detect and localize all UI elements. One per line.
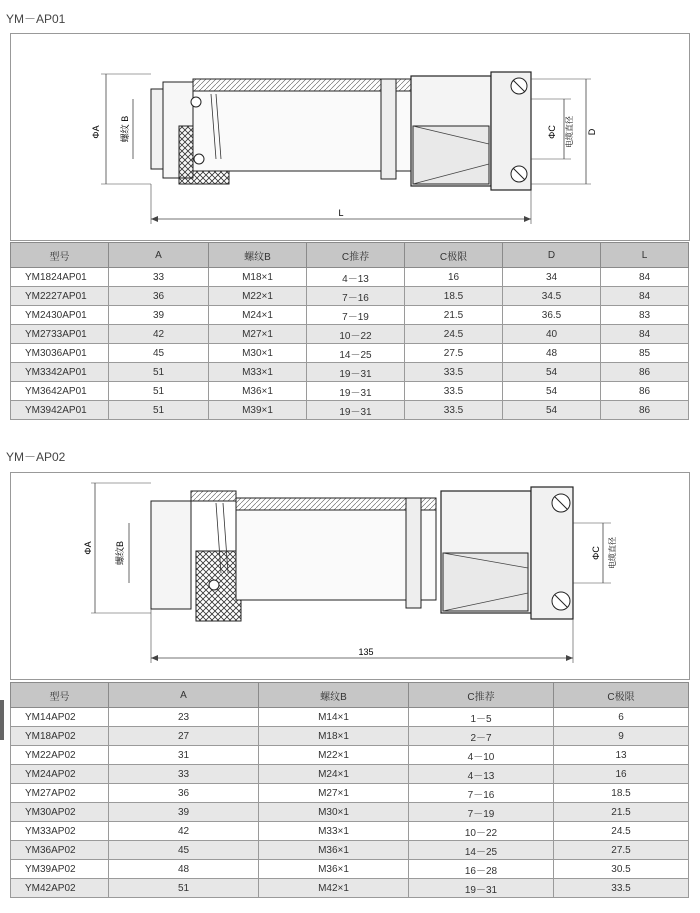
model-cell: YM30AP02 — [11, 803, 109, 822]
value-cell: M39×1 — [209, 401, 307, 420]
table-row — [11, 860, 689, 879]
value-cell: M18×1 — [209, 268, 307, 287]
value-cell: 51 — [109, 363, 209, 382]
value-cell: 48 — [503, 344, 601, 363]
column-header: C极限 — [405, 243, 503, 268]
section1-title: YM－AP01 — [6, 12, 66, 26]
value-cell: 45 — [109, 841, 259, 860]
value-cell: 39 — [109, 306, 209, 325]
value-cell: 27.5 — [554, 841, 689, 860]
value-cell: 19－31 — [307, 363, 405, 382]
value-cell: 19－31 — [409, 879, 554, 898]
value-cell: 14－25 — [409, 841, 554, 860]
label-cable-diameter: 电缆直径 — [565, 116, 574, 148]
value-cell: 51 — [109, 879, 259, 898]
value-cell: 24.5 — [554, 822, 689, 841]
value-cell: 84 — [601, 287, 689, 306]
section2-title: YM－AP02 — [6, 450, 66, 464]
value-cell: 16 — [405, 268, 503, 287]
table-row — [11, 841, 689, 860]
spec-table-ap02 — [10, 682, 689, 898]
connector-drawing-ap02 — [11, 473, 689, 679]
column-header: A — [109, 683, 259, 708]
column-header: C推荐 — [307, 243, 405, 268]
value-cell: 7－19 — [409, 803, 554, 822]
value-cell: 33.5 — [554, 879, 689, 898]
model-cell: YM39AP02 — [11, 860, 109, 879]
value-cell: M27×1 — [259, 784, 409, 803]
label-phi-a: ΦA — [83, 541, 93, 555]
table-row — [11, 306, 689, 325]
value-cell: 36.5 — [503, 306, 601, 325]
value-cell: 2－7 — [409, 727, 554, 746]
value-cell: 24.5 — [405, 325, 503, 344]
value-cell: 54 — [503, 401, 601, 420]
model-cell: YM2430AP01 — [11, 306, 109, 325]
value-cell: 18.5 — [554, 784, 689, 803]
table-row — [11, 784, 689, 803]
value-cell: 14－25 — [307, 344, 405, 363]
model-cell: YM2227AP01 — [11, 287, 109, 306]
column-header: A — [109, 243, 209, 268]
label-l: L — [338, 208, 344, 218]
value-cell: 42 — [109, 325, 209, 344]
value-cell: 33.5 — [405, 401, 503, 420]
value-cell: 34 — [503, 268, 601, 287]
value-cell: 86 — [601, 363, 689, 382]
label-thread-b: 螺纹B — [115, 540, 125, 566]
value-cell: M24×1 — [259, 765, 409, 784]
table-row — [11, 822, 689, 841]
value-cell: M30×1 — [259, 803, 409, 822]
value-cell: 4－10 — [409, 746, 554, 765]
label-phi-c: ΦC — [591, 546, 601, 560]
table-row — [11, 382, 689, 401]
model-cell: YM22AP02 — [11, 746, 109, 765]
value-cell: 10－22 — [409, 822, 554, 841]
table-row — [11, 727, 689, 746]
value-cell: 27.5 — [405, 344, 503, 363]
spec-table-ap01 — [10, 242, 689, 420]
table-row — [11, 708, 689, 727]
column-header: 型号 — [11, 243, 109, 268]
model-cell: YM24AP02 — [11, 765, 109, 784]
value-cell: 10－22 — [307, 325, 405, 344]
value-cell: 36 — [109, 784, 259, 803]
value-cell: 21.5 — [554, 803, 689, 822]
value-cell: M33×1 — [259, 822, 409, 841]
value-cell: 4－13 — [409, 765, 554, 784]
model-cell: YM3642AP01 — [11, 382, 109, 401]
value-cell: 23 — [109, 708, 259, 727]
value-cell: 84 — [601, 268, 689, 287]
table-row — [11, 879, 689, 898]
label-cable-diameter: 电缆直径 — [608, 537, 617, 569]
value-cell: 7－16 — [409, 784, 554, 803]
value-cell: 7－19 — [307, 306, 405, 325]
value-cell: 34.5 — [503, 287, 601, 306]
table-row — [11, 363, 689, 382]
value-cell: 18.5 — [405, 287, 503, 306]
column-header: 型号 — [11, 683, 109, 708]
label-phi-a: ΦA — [91, 125, 101, 139]
column-header: D — [503, 243, 601, 268]
column-header: 螺纹B — [209, 243, 307, 268]
table-row — [11, 325, 689, 344]
value-cell: 6 — [554, 708, 689, 727]
column-header: C推荐 — [409, 683, 554, 708]
section2-drawing — [10, 472, 690, 680]
value-cell: 9 — [554, 727, 689, 746]
value-cell: M24×1 — [209, 306, 307, 325]
label-phi-c: ΦC — [547, 125, 557, 139]
value-cell: 31 — [109, 746, 259, 765]
value-cell: M36×1 — [209, 382, 307, 401]
value-cell: 39 — [109, 803, 259, 822]
value-cell: 7－16 — [307, 287, 405, 306]
model-cell: YM2733AP01 — [11, 325, 109, 344]
value-cell: 19－31 — [307, 382, 405, 401]
section1-drawing — [10, 33, 690, 241]
value-cell: 42 — [109, 822, 259, 841]
value-cell: M22×1 — [259, 746, 409, 765]
value-cell: 51 — [109, 401, 209, 420]
table-row — [11, 401, 689, 420]
value-cell: 21.5 — [405, 306, 503, 325]
value-cell: 4－13 — [307, 268, 405, 287]
label-thread-b: 螺纹 B — [120, 115, 130, 143]
model-cell: YM27AP02 — [11, 784, 109, 803]
value-cell: M30×1 — [209, 344, 307, 363]
value-cell: 16－28 — [409, 860, 554, 879]
value-cell: 33 — [109, 765, 259, 784]
value-cell: M27×1 — [209, 325, 307, 344]
value-cell: 30.5 — [554, 860, 689, 879]
value-cell: 40 — [503, 325, 601, 344]
value-cell: M18×1 — [259, 727, 409, 746]
value-cell: 83 — [601, 306, 689, 325]
label-length: 135 — [358, 647, 374, 657]
value-cell: 84 — [601, 325, 689, 344]
value-cell: M14×1 — [259, 708, 409, 727]
table-row — [11, 746, 689, 765]
value-cell: 33.5 — [405, 363, 503, 382]
value-cell: 13 — [554, 746, 689, 765]
model-cell: YM18AP02 — [11, 727, 109, 746]
value-cell: M36×1 — [259, 860, 409, 879]
value-cell: 19－31 — [307, 401, 405, 420]
model-cell: YM36AP02 — [11, 841, 109, 860]
value-cell: 27 — [109, 727, 259, 746]
value-cell: 16 — [554, 765, 689, 784]
value-cell: M22×1 — [209, 287, 307, 306]
value-cell: 54 — [503, 382, 601, 401]
model-cell: YM14AP02 — [11, 708, 109, 727]
value-cell: 33.5 — [405, 382, 503, 401]
model-cell: YM3942AP01 — [11, 401, 109, 420]
value-cell: 48 — [109, 860, 259, 879]
value-cell: 45 — [109, 344, 209, 363]
column-header: L — [601, 243, 689, 268]
column-header: C极限 — [554, 683, 689, 708]
value-cell: M33×1 — [209, 363, 307, 382]
model-cell: YM33AP02 — [11, 822, 109, 841]
model-cell: YM3342AP01 — [11, 363, 109, 382]
value-cell: 54 — [503, 363, 601, 382]
label-d: D — [587, 128, 597, 136]
column-header: 螺纹B — [259, 683, 409, 708]
table-row — [11, 344, 689, 363]
value-cell: 51 — [109, 382, 209, 401]
model-cell: YM1824AP01 — [11, 268, 109, 287]
page-edge-marker — [0, 700, 4, 740]
model-cell: YM42AP02 — [11, 879, 109, 898]
value-cell: 33 — [109, 268, 209, 287]
value-cell: 36 — [109, 287, 209, 306]
table-row — [11, 287, 689, 306]
value-cell: 86 — [601, 382, 689, 401]
model-cell: YM3036AP01 — [11, 344, 109, 363]
value-cell: 85 — [601, 344, 689, 363]
table-row — [11, 803, 689, 822]
connector-drawing-ap01 — [11, 34, 689, 240]
table-row — [11, 765, 689, 784]
table-row — [11, 268, 689, 287]
value-cell: 86 — [601, 401, 689, 420]
value-cell: M36×1 — [259, 841, 409, 860]
value-cell: 1－5 — [409, 708, 554, 727]
value-cell: M42×1 — [259, 879, 409, 898]
